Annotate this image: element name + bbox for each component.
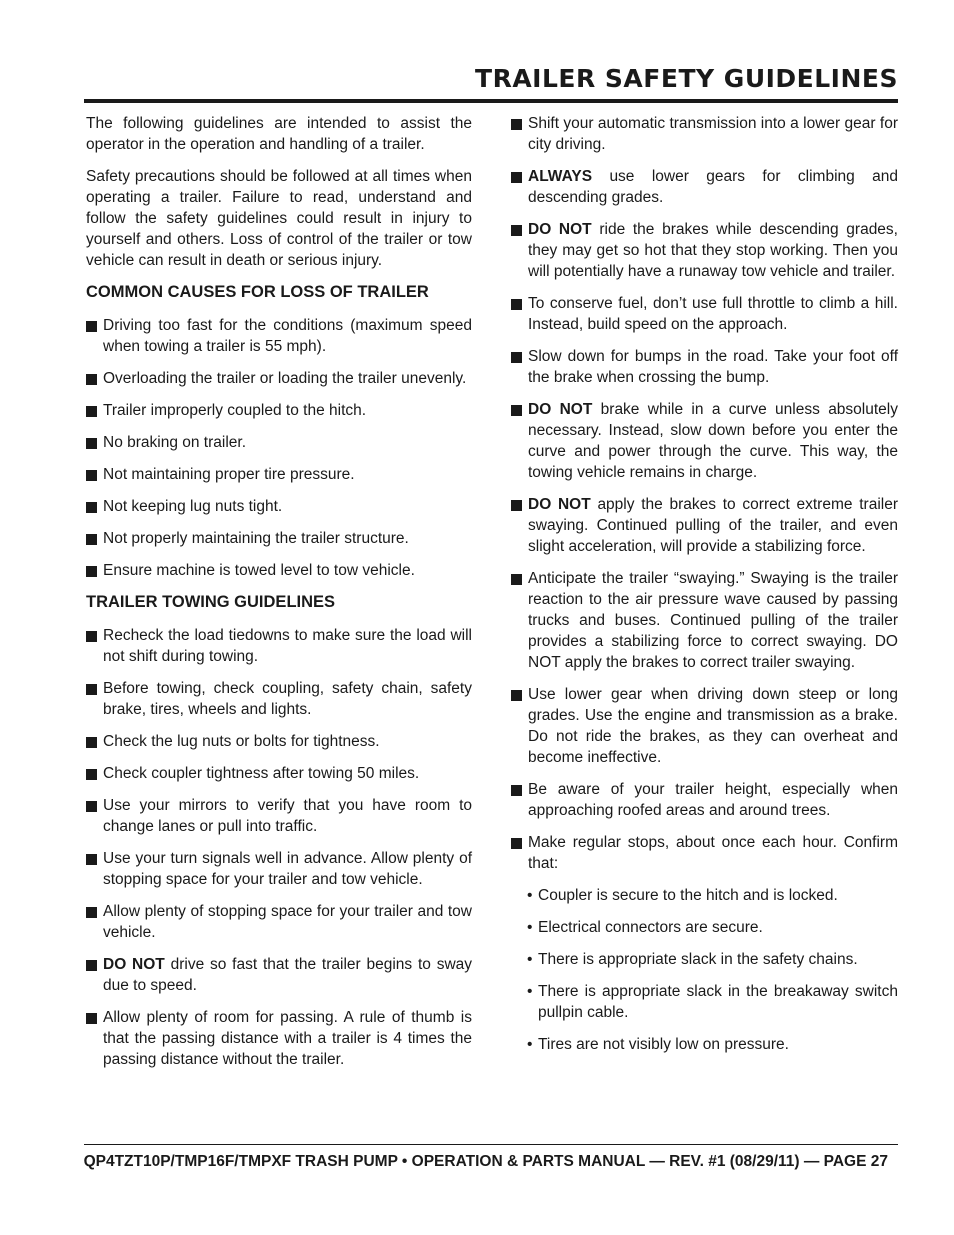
list-item-text: Check coupler tightness after towing 50 miles.	[103, 765, 420, 782]
list-item-text: Check the lug nuts or bolts for tightness.	[103, 733, 380, 750]
list-item	[86, 678, 472, 720]
square-bullet-icon	[511, 405, 522, 416]
list-item-text: Before towing, check coupling, safety chain, safety brake, tires, wheels and lights.	[103, 680, 472, 718]
dot-bullet-icon: •	[527, 919, 533, 936]
list-item	[511, 494, 898, 557]
list-item-text: use lower gears for climbing and descending grades.	[528, 168, 899, 206]
right-column	[511, 113, 898, 1066]
checklist-item	[527, 885, 898, 906]
list-item	[86, 954, 472, 996]
list-item-text: Allow plenty of room for passing. A rule of thumb is that the passing distance with a trailer is 4 times the passing distance without the trailer.	[103, 1009, 472, 1068]
list-item-text: Slow down for bumps in the road. Take your foot off the brake when crossing the bump.	[528, 348, 898, 386]
list-item-text: apply the brakes to correct extreme trailer swaying. Continued pulling of the trailer, and even slight acceleration, will provide a stabilizing force.	[528, 496, 898, 555]
emphasis-label: DO NOT	[528, 496, 591, 513]
square-bullet-icon	[511, 225, 522, 236]
checklist-item-text: There is appropriate slack in the safety chains.	[538, 951, 858, 968]
square-bullet-icon	[511, 119, 522, 130]
list-item	[86, 368, 472, 389]
square-bullet-icon	[86, 534, 97, 545]
towing-guidelines-list	[86, 625, 472, 1070]
square-bullet-icon	[86, 801, 97, 812]
header-rule	[84, 99, 898, 103]
list-item-text: Not maintaining proper tire pressure.	[103, 466, 355, 483]
list-item-text: Driving too fast for the conditions (maximum speed when towing a trailer is 55 mph).	[103, 317, 472, 355]
list-item	[86, 731, 472, 752]
list-item-text: Allow plenty of stopping space for your trailer and tow vehicle.	[103, 903, 472, 941]
list-item-text: Overloading the trailer or loading the trailer unevenly.	[103, 370, 467, 387]
list-item	[86, 763, 472, 784]
list-item	[86, 432, 472, 453]
list-item-text: No braking on trailer.	[103, 434, 247, 451]
square-bullet-icon	[86, 684, 97, 695]
page-footer: QP4TZT10P/TMP16F/TMPXF TRASH PUMP • OPERATION & PARTS MANUAL — REV. #1 (08/29/11) — PAGE 27	[83, 1153, 888, 1170]
list-item	[86, 496, 472, 517]
list-item-text: To conserve fuel, don’t use full throttle to climb a hill. Instead, build speed on the approach.	[528, 295, 898, 333]
square-bullet-icon	[511, 785, 522, 796]
checklist-item-text: Electrical connectors are secure.	[538, 919, 763, 936]
list-item	[86, 795, 472, 837]
list-item	[86, 464, 472, 485]
checklist-item	[527, 949, 898, 970]
page-title: TRAILER SAFETY GUIDELINES	[475, 64, 898, 93]
dot-bullet-icon: •	[527, 1036, 533, 1053]
checklist-item-text: Tires are not visibly low on pressure.	[538, 1036, 789, 1053]
list-item	[511, 166, 898, 208]
square-bullet-icon	[86, 769, 97, 780]
list-item-text: ride the brakes while descending grades, they may get so hot that they stop working. Then you will potentially have a runaway tow vehicle and trailer.	[528, 221, 898, 280]
dot-bullet-icon: •	[527, 983, 533, 1000]
square-bullet-icon	[86, 566, 97, 577]
list-item	[511, 219, 898, 282]
list-item-text: Use lower gear when driving down steep or long grades. Use the engine and transmission as a brake. Do not ride the brakes, as they can overheat and become ineffective.	[528, 686, 898, 766]
intro-paragraph: Safety precautions should be followed at all times when operating a trailer. Failure to read, understand and follow the safety guidelines could result in injury to yourself and others. Loss of control of the trailer or tow vehicle can result in death or serious injury.	[86, 168, 472, 269]
footer-rule	[84, 1144, 898, 1145]
square-bullet-icon	[86, 438, 97, 449]
list-item-text: Use your turn signals well in advance. Allow plenty of stopping space for your trailer and tow vehicle.	[103, 850, 472, 888]
confirm-checklist	[527, 885, 898, 1055]
list-item	[86, 560, 472, 581]
square-bullet-icon	[86, 854, 97, 865]
square-bullet-icon	[86, 470, 97, 481]
square-bullet-icon	[511, 299, 522, 310]
list-item-text: Ensure machine is towed level to tow vehicle.	[103, 562, 415, 579]
emphasis-label: ALWAYS	[528, 168, 593, 185]
checklist-item	[527, 917, 898, 938]
list-item	[86, 1007, 472, 1070]
dot-bullet-icon: •	[527, 887, 533, 904]
list-item-text: Anticipate the trailer “swaying.” Swaying is the trailer reaction to the air pressure wave caused by passing trucks and buses. Continued pulling of the trailer provides a stabilizing force to correct swaying. DO NOT apply the brakes to correct trailer swaying.	[528, 570, 898, 671]
checklist-item	[527, 1034, 898, 1055]
right-guidelines-list	[511, 113, 898, 874]
list-item	[511, 113, 898, 155]
list-item-text: Be aware of your trailer height, especially when approaching roofed areas and around trees.	[528, 781, 898, 819]
dot-bullet-icon: •	[527, 951, 533, 968]
emphasis-label: DO NOT	[103, 956, 165, 973]
checklist-item	[527, 981, 898, 1023]
square-bullet-icon	[511, 352, 522, 363]
list-item-text: drive so fast that the trailer begins to sway due to speed.	[103, 956, 473, 994]
list-item-text: Recheck the load tiedowns to make sure the load will not shift during towing.	[103, 627, 472, 665]
square-bullet-icon	[86, 631, 97, 642]
list-item	[511, 832, 898, 874]
list-item-text: Use your mirrors to verify that you have room to change lanes or pull into traffic.	[103, 797, 472, 835]
square-bullet-icon	[511, 172, 522, 183]
square-bullet-icon	[86, 737, 97, 748]
square-bullet-icon	[86, 321, 97, 332]
list-item	[86, 400, 472, 421]
list-item	[86, 848, 472, 890]
list-item-text: Not keeping lug nuts tight.	[103, 498, 283, 515]
list-item	[511, 684, 898, 768]
list-item	[86, 315, 472, 357]
list-item	[86, 528, 472, 549]
list-item-text: brake while in a curve unless absolutely necessary. Instead, slow down before you enter the curve and power through the curve. This way, the towing vehicle remains in charge.	[528, 401, 898, 481]
square-bullet-icon	[511, 500, 522, 511]
common-causes-list	[86, 315, 472, 581]
square-bullet-icon	[511, 838, 522, 849]
list-item-text: Shift your automatic transmission into a lower gear for city driving.	[528, 115, 898, 153]
left-column	[86, 113, 472, 1081]
emphasis-label: DO NOT	[528, 401, 593, 418]
common-causes-heading: COMMON CAUSES FOR LOSS OF TRAILER	[86, 283, 429, 301]
emphasis-label: DO NOT	[528, 221, 592, 238]
list-item	[511, 399, 898, 483]
square-bullet-icon	[86, 1013, 97, 1024]
list-item	[511, 346, 898, 388]
checklist-item-text: There is appropriate slack in the breakaway switch pullpin cable.	[538, 983, 898, 1021]
square-bullet-icon	[86, 502, 97, 513]
square-bullet-icon	[86, 374, 97, 385]
list-item-text: Make regular stops, about once each hour. Confirm that:	[528, 834, 898, 872]
towing-guidelines-heading: TRAILER TOWING GUIDELINES	[86, 593, 336, 611]
list-item-text: Not properly maintaining the trailer structure.	[103, 530, 409, 547]
list-item	[511, 779, 898, 821]
square-bullet-icon	[511, 690, 522, 701]
list-item	[511, 293, 898, 335]
list-item	[511, 568, 898, 673]
square-bullet-icon	[86, 907, 97, 918]
checklist-item-text: Coupler is secure to the hitch and is locked.	[538, 887, 838, 904]
list-item	[86, 625, 472, 667]
list-item	[86, 901, 472, 943]
square-bullet-icon	[86, 406, 97, 417]
list-item-text: Trailer improperly coupled to the hitch.	[103, 402, 367, 419]
square-bullet-icon	[86, 960, 97, 971]
square-bullet-icon	[511, 574, 522, 585]
intro-paragraph: The following guidelines are intended to assist the operator in the operation and handling of a trailer.	[86, 115, 472, 153]
